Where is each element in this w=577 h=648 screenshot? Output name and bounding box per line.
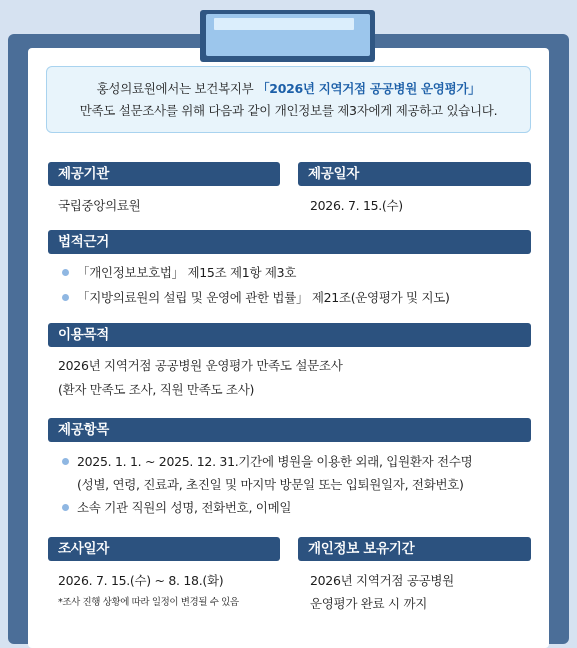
bullet-icon (62, 269, 69, 276)
bullet-icon (62, 504, 69, 511)
items-header: 제공항목 (48, 418, 531, 442)
retention-line-1: 2026년 지역거점 공공병원 (310, 573, 454, 588)
bullet-icon (62, 458, 69, 465)
legal-basis-item-2-text: 「지방의료원의 설립 및 운영에 관한 법률」 제21조(운영평가 및 지도) (77, 290, 450, 305)
provider-header: 제공기관 (48, 162, 280, 186)
items-item-2-text: 소속 기관 직원의 성명, 전화번호, 이메일 (77, 500, 292, 515)
retention-header: 개인정보 보유기간 (298, 537, 531, 561)
purpose-line-2: (환자 만족도 조사, 직원 만족도 조사) (58, 382, 255, 397)
clipboard-clip-label (214, 18, 354, 30)
bullet-icon (62, 294, 69, 301)
notice-line-2: 만족도 설문조사를 위해 다음과 같이 개인정보를 제3자에게 제공하고 있습니다. (79, 103, 498, 118)
notice-prefix: 홍성의료원에서는 보건복지부 (96, 81, 258, 96)
legal-basis-item-1-text: 「개인정보보호법」 제15조 제1항 제3호 (77, 265, 297, 280)
purpose-header: 이용목적 (48, 323, 531, 347)
items-item-2 (62, 497, 291, 519)
survey-date-value: 2026. 7. 15.(수) ~ 8. 18.(화) (58, 573, 224, 588)
provide-date-header: 제공일자 (298, 162, 531, 186)
items-item-1 (62, 451, 472, 473)
purpose-line-1: 2026년 지역거점 공공병원 운영평가 만족도 설문조사 (58, 358, 343, 373)
items-item-1-line-1: 2025. 1. 1. ~ 2025. 12. 31.기간에 병원을 이용한 외래, 입원환자 전수명 (77, 454, 473, 469)
provide-date-value: 2026. 7. 15.(수) (310, 198, 403, 213)
legal-basis-header: 법적근거 (48, 230, 531, 254)
items-item-1-line-2: (성별, 연령, 진료과, 초진일 및 마지막 방문일 또는 입퇴원일자, 전화번호) (77, 477, 464, 492)
notice-box (46, 66, 531, 133)
survey-date-header: 조사일자 (48, 537, 280, 561)
retention-line-2: 운영평가 완료 시 까지 (310, 596, 427, 611)
survey-date-note: *조사 진행 상황에 따라 일정이 변경될 수 있음 (58, 597, 239, 608)
notice-highlight: 「2026년 지역거점 공공병원 운영평가」 (257, 81, 481, 96)
provider-value: 국립중앙의료원 (58, 198, 141, 213)
legal-basis-item-1 (62, 262, 296, 284)
legal-basis-item-2 (62, 287, 450, 309)
notice-line-1 (47, 78, 530, 100)
